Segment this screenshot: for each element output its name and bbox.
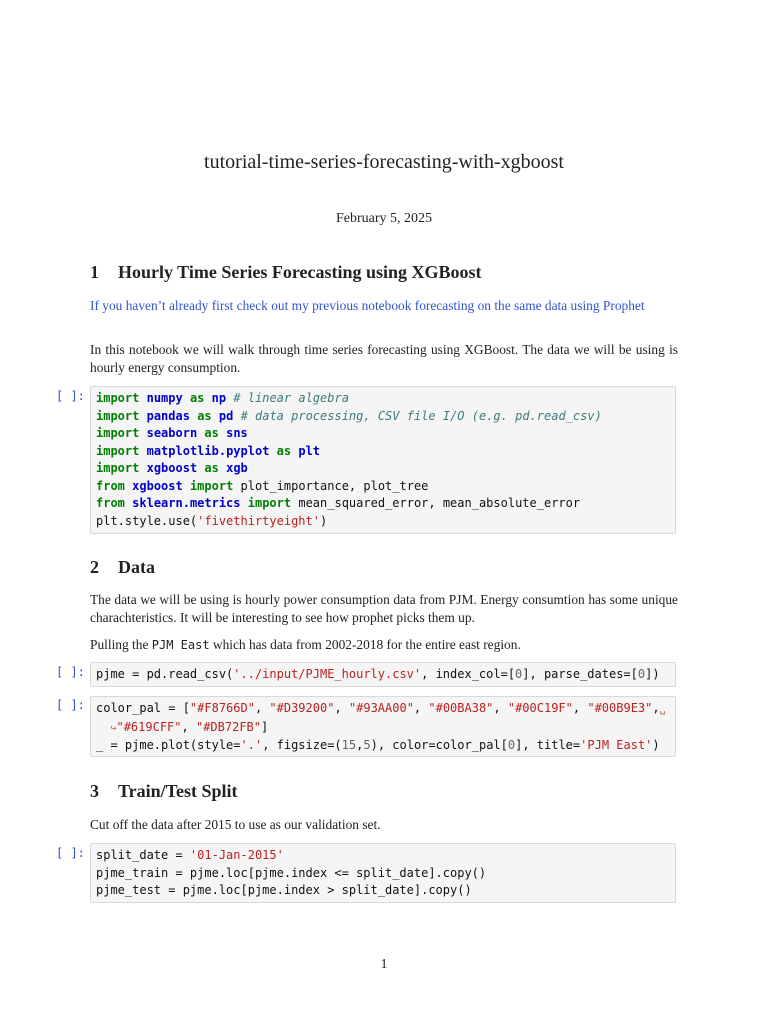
code-token: import (189, 478, 234, 493)
code-cell-split[interactable] (90, 843, 676, 903)
code-token: plt.style.use( (96, 513, 198, 528)
code-cell-read-csv[interactable] (90, 662, 676, 687)
code-token: xgboost (146, 461, 198, 475)
section-title: Train/Test Split (118, 781, 238, 801)
text-segment: which has data from 2002-2018 for the entire east region. (209, 637, 521, 652)
code-string: '../input/PJME_hourly.csv' (233, 667, 422, 681)
code-number: 0 (637, 667, 646, 681)
code-comment: # data processing, CSV file I/O (e.g. pd.read_csv) (240, 408, 602, 423)
code-token: plot_importance, plot_tree (240, 478, 429, 493)
cutoff-paragraph: Cut off the data after 2015 to use as our validation set. (90, 817, 381, 832)
code-token: ], parse_dates=[ (522, 667, 638, 681)
code-token: as (276, 443, 292, 458)
code-cell-plot[interactable] (90, 696, 676, 757)
code-token: pjme = pd.read_csv( (96, 667, 234, 681)
code-token: from (96, 496, 125, 510)
code-string: "#00B9E3" (587, 701, 653, 715)
code-token: pjme_test = pjme.loc[pjme.index > split_date].copy() (96, 883, 472, 897)
code-string: "#00C19F" (507, 701, 573, 715)
section-heading-2 (90, 557, 155, 578)
prophet-link-paragraph (90, 297, 678, 315)
code-token: ), color=color_pal[ (370, 738, 508, 752)
code-token: ) (319, 513, 328, 528)
code-token: , (356, 738, 364, 752)
code-token: plt (298, 443, 321, 458)
code-token: as (189, 391, 205, 405)
code-string: '01-Jan-2015' (189, 848, 284, 862)
code-comment: # linear algebra (233, 391, 349, 405)
intro-paragraph: In this notebook we will walk through time series forecasting using XGBoost. The data we will be using is hourly energy consumption. (90, 342, 678, 375)
code-string: 'PJM East' (580, 738, 653, 752)
code-string: "#00BA38" (428, 701, 494, 715)
line-wrap-icon: ␣ (659, 704, 666, 715)
code-token: pandas (146, 408, 190, 423)
section-number: 2 (90, 557, 99, 577)
code-block (96, 847, 670, 900)
document-date: February 5, 2025 (335, 211, 433, 226)
section-number: 3 (90, 781, 99, 801)
cell-prompt: [ ]: (56, 665, 85, 679)
section-title: Data (118, 557, 155, 577)
code-token: , figsize=( (262, 738, 342, 752)
page-number: 1 (380, 957, 388, 972)
code-string: "#F8766D" (189, 701, 255, 715)
inline-code: PJM East (151, 638, 210, 652)
document-title: tutorial-time-series-forecasting-with-xgboost (204, 151, 564, 173)
code-number: 15 (341, 738, 357, 752)
code-token: from (96, 478, 125, 493)
code-number: 0 (515, 667, 523, 681)
code-token: , index_col=[ (421, 667, 516, 681)
code-block (96, 666, 670, 684)
line-continuation-icon: ↪ (110, 722, 117, 734)
code-string: 'fivethirtyeight' (197, 513, 320, 528)
code-token: ) (652, 738, 660, 752)
code-token: split_date = (96, 848, 190, 862)
code-token: ], title= (515, 738, 581, 752)
section-number: 1 (90, 262, 99, 282)
code-token: sns (226, 426, 248, 440)
code-token: matplotlib.pyplot (146, 443, 270, 458)
code-string: "#93AA00" (348, 701, 414, 715)
code-number: 5 (363, 738, 371, 752)
code-token: seaborn (146, 426, 198, 440)
code-string: "#D39200" (269, 701, 335, 715)
code-token: pd (218, 408, 234, 423)
section-heading-3 (90, 781, 238, 802)
section-heading-1 (90, 262, 482, 283)
code-token: mean_squared_error, mean_absolute_error (298, 496, 581, 510)
code-token: sklearn.metrics (132, 496, 241, 510)
code-token: as (204, 461, 219, 475)
cell-prompt: [ ]: (56, 698, 85, 712)
data-description-paragraph: The data we will be using is hourly power consumption data from PJM. Energy consumtion has some unique charachteristics. It will be interesting to see how prophet picks them up. (90, 592, 678, 625)
code-token: ]) (645, 667, 660, 681)
cell-prompt: [ ]: (56, 846, 85, 860)
pulling-paragraph (90, 636, 678, 655)
code-string: "#619CFF" (116, 719, 182, 734)
code-token: pjme_train = pjme.loc[pjme.index <= split_date].copy() (96, 865, 487, 880)
prophet-notebook-link[interactable]: If you haven’t already first check out my previous notebook forecasting on the same data using Prophet (90, 298, 645, 313)
code-number: 0 (507, 738, 516, 752)
code-string: '.' (240, 738, 263, 752)
code-block: color_pal = ["#F8766D", "#D39200", "#93AA00", "#00BA38", "#00C19F", "#00B9E3",␣ ↪"#619CFF", "#DB72FB"] _ = pjme.plot(style='.', figsize=(15,5), color=color_pal[0], title='PJM East') (96, 701, 666, 752)
code-block (96, 390, 670, 530)
code-token: xgb (226, 461, 248, 475)
code-token: xgboost (132, 478, 183, 493)
text-segment: Pulling the (90, 637, 152, 652)
code-token: numpy (146, 391, 183, 405)
code-token: import (247, 496, 292, 510)
code-token: color_pal = [ (96, 701, 190, 715)
code-token: np (211, 391, 227, 405)
code-token: _ = pjme.plot(style= (96, 738, 241, 752)
code-token: import (96, 443, 140, 458)
code-token: import (96, 391, 140, 405)
code-token: import (96, 408, 140, 423)
code-string: "#DB72FB" (195, 719, 261, 734)
code-token: as (204, 426, 219, 440)
code-cell-imports[interactable] (90, 386, 676, 534)
code-token: import (96, 461, 140, 475)
code-token: import (96, 426, 140, 440)
section-title: Hourly Time Series Forecasting using XGBoost (118, 262, 482, 282)
code-token: as (197, 408, 212, 423)
cell-prompt: [ ]: (56, 389, 85, 403)
